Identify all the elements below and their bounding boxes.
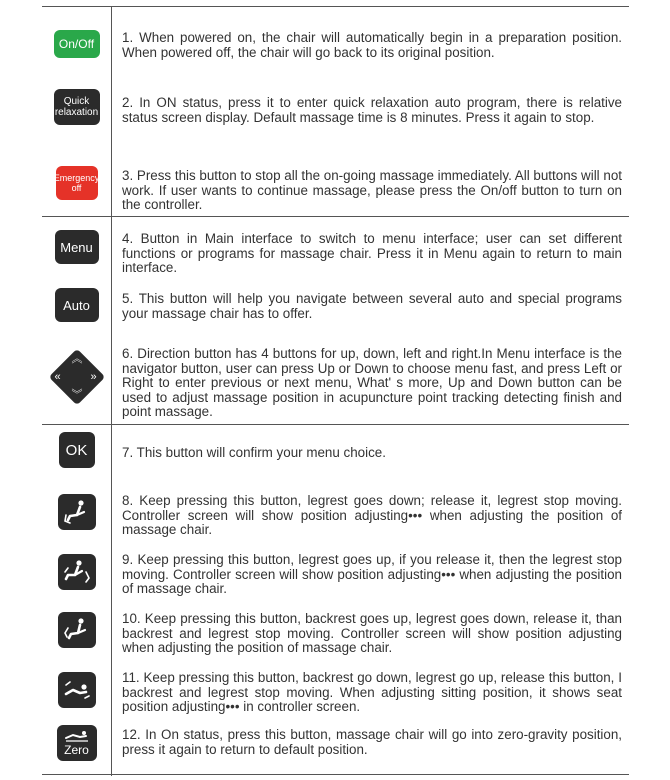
direction-pad-icon [46,346,108,408]
button-label-line: Emergency [53,173,100,183]
table-row [42,544,629,604]
table-row [42,484,629,544]
row-description: 10. Keep pressing this button, backrest goes up, legrest goes down, release it, than backrest and legrest stop moving. Controller screen will show position adjusting when adjusting the position of massage chair. [122,611,622,656]
row-description: 4. Button in Main interface to switch to menu interface; user can set different functions or programs for massage chair. Press it in Menu again to return to main interface. [122,231,622,276]
button-label-line: Quick [63,95,90,107]
row-description: 7. This button will confirm your menu choice. [122,445,386,460]
table-row [42,14,629,74]
on-off-button-icon: On/Off [54,30,100,58]
row-description: 6. Direction button has 4 buttons for up, down, left and right.In Menu interface is the navigator button, user can press Up or Down to choose menu fast, and press Left or Right to enter previous or next menu, What' s more, Up and Down button can be used to adjust massage position in acupuncture point tracking detecting finish and point massage. [122,346,622,420]
table-row [42,224,629,286]
row-description: 3. Press this button to stop all the on-going massage immediately. All buttons will not work. If user wants to continue massage, please press the On/off button to turn on the controller. [122,168,622,213]
down-arrow-icon: ︾ [71,389,83,401]
menu-button-icon: Menu [55,230,99,264]
table-row [42,342,629,422]
table-row [42,662,629,720]
row-description: 11. Keep pressing this button, backrest go down, legrest go up, release this button, I backrest and legrest stop moving. When adjusting sitting position, it shows seat position adjusting••• in controller screen. [122,670,622,715]
button-label-line: relaxation [54,107,99,118]
row-description: 2. In ON status, press it to enter quick relaxation auto program, there is relative status screen display. Default massage time is 8 minutes. Press it again to stop. [122,95,622,125]
instruction-table [42,6,629,776]
table-bottom-border [42,774,629,775]
left-arrow-icon: « [54,371,61,383]
table-row [42,428,629,484]
table-top-border [42,6,629,7]
table-row [42,156,629,216]
ok-button-icon: OK [59,432,95,468]
legrest-down-icon [58,494,96,530]
row-description: 12. In On status, press this button, massage chair will go into zero-gravity position, press it again to return to default position. [122,727,622,757]
section-divider [42,424,629,425]
up-arrow-icon: ︽ [71,353,83,365]
table-row [42,286,629,336]
row-description: 9. Keep pressing this button, legrest goes up, if you release it, then the legrest stop moving. Controller screen will show position adjusting••• when adjusting the position of massage chair. [122,552,622,597]
zero-gravity-icon [63,729,91,743]
table-row [42,82,629,142]
emergency-off-button-icon [53,166,100,200]
right-arrow-icon: » [90,371,97,383]
auto-button-icon: Auto [55,288,99,322]
backrest-down-icon [58,672,96,708]
section-divider [42,216,629,217]
zero-gravity-button-icon [57,725,97,761]
legrest-up-icon [58,554,96,590]
row-description: 8. Keep pressing this button, legrest goes down; release it, legrest stop moving. Controller screen will show position adjusting••• when adjusting the position of massage chair. [122,493,622,538]
backrest-up-icon [58,612,96,648]
row-description: 1. When powered on, the chair will automatically begin in a preparation position. When powered off, the chair will go back to its original position. [122,30,622,60]
button-label-line: Zero [64,743,89,757]
button-label-line: off [71,183,82,193]
quick-relaxation-button-icon [54,89,100,125]
table-row [42,720,629,774]
table-row [42,604,629,662]
row-description: 5. This button will help you navigate between several auto and special programs your massage chair has to offer. [122,291,622,321]
